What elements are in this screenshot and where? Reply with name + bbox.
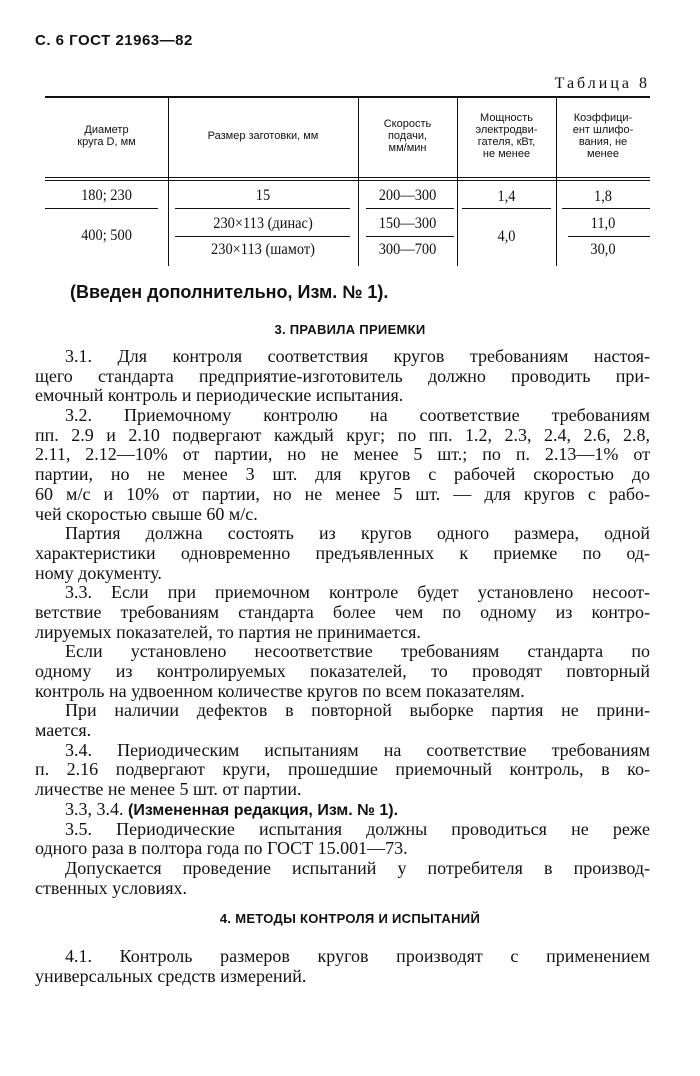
text-line-content: 3.1. Для контроля соответствия кругов требованиям настоя- — [65, 346, 650, 366]
text-line — [35, 859, 650, 879]
text-line — [35, 623, 650, 643]
text-line-content: лируемых показателей, то партия не принимается. — [35, 621, 421, 642]
header-line: менее — [587, 148, 619, 160]
header-line: электродви- — [475, 124, 538, 136]
header-line: Мощность — [480, 112, 533, 124]
row-rule — [45, 208, 158, 209]
text-line — [35, 445, 650, 465]
header-line: круга D, мм — [77, 136, 136, 148]
header-line: Диаметр — [84, 124, 129, 136]
col-divider — [168, 98, 169, 266]
row-rule — [366, 208, 454, 209]
text-line-content: одному из контролируемых показателей, то проводят повторный — [35, 661, 650, 681]
text-line — [35, 800, 650, 820]
row-rule — [175, 236, 350, 237]
section-4-body — [35, 947, 650, 986]
text-line-content: личестве не менее 5 шт. от партии. — [35, 779, 302, 800]
text-line-content: емочный контроль и периодические испытания. — [35, 385, 404, 406]
header-line: не менее — [482, 148, 531, 160]
text-line-content: При наличии дефектов в повторной выборке партия не прини- — [65, 700, 650, 721]
text-line — [35, 347, 650, 367]
header-line: вания, не — [578, 136, 628, 148]
text-line-content: мается. — [35, 720, 92, 741]
cell-diameter: 400; 500 — [81, 227, 132, 244]
text-line-content: чей скоростью свыше 60 м/с. — [35, 503, 258, 524]
text-line — [35, 485, 650, 505]
table-caption: Таблица 8 — [554, 75, 650, 92]
header-line: Коэффици- — [573, 112, 633, 124]
cell-power: 1,4 — [497, 188, 516, 205]
text-line-content: 3.3, 3.4. — [65, 798, 128, 819]
text-line — [35, 505, 650, 525]
cell-size: 15 — [255, 187, 271, 204]
text-line-content: ному документу. — [35, 562, 162, 583]
text-line — [35, 406, 650, 426]
amendment-note: (Измененная редакция, Изм. № 1). — [128, 801, 399, 819]
text-line — [35, 603, 650, 623]
header-line: гателя, кВт, — [477, 136, 536, 148]
text-line-content: 3.2. Приемочному контролю на соответствие требованиям — [65, 405, 650, 426]
text-line — [35, 426, 650, 446]
text-line — [35, 642, 650, 662]
text-line-content: 2.11, 2.12—10% от партии, но не менее 5 шт.; по п. 2.13—1% от — [35, 444, 650, 465]
cell-coef: 30,0 — [590, 241, 616, 258]
row-rule — [568, 236, 650, 237]
section-3-heading: 3. ПРАВИЛА ПРИЕМКИ — [274, 322, 426, 337]
text-line-content: пп. 2.9 и 2.10 подвергают каждый круг; по пп. 1.2, 2.3, 2.4, 2.6, 2.8, — [35, 424, 650, 445]
header-rule-2 — [45, 180, 650, 181]
text-line — [35, 879, 650, 899]
row-rule — [366, 236, 454, 237]
text-line — [35, 947, 650, 967]
section-4-heading: 4. МЕТОДЫ КОНТРОЛЯ И ИСПЫТАНИЙ — [219, 911, 481, 926]
text-line-content: щего стандарта предприятие-изготовитель должно проводить при- — [35, 365, 650, 386]
col-header-power — [457, 112, 556, 160]
text-line-content: 4.1. Контроль размеров кругов производят с применением — [65, 946, 650, 966]
text-line-content: ственных условиях. — [35, 877, 187, 898]
text-line-content: Партия должна состоять из кругов одного размера, одной — [65, 523, 650, 544]
cell-speed: 200—300 — [378, 187, 437, 204]
text-line-content: 3.3. Если при приемочном контроле будет установлено несоот- — [65, 582, 650, 603]
col-header-size — [168, 130, 358, 142]
row-rule — [462, 208, 551, 209]
text-line-content: Если установлено несоответствие требованиям стандарта по — [65, 641, 650, 662]
header-line: подачи, — [387, 130, 428, 142]
cell-size: 230×113 (шамот) — [211, 241, 315, 258]
row-rule — [562, 208, 650, 209]
text-line-content: ветствие требованиям стандарта более чем по одному из контро- — [35, 601, 650, 622]
section-3-body — [35, 347, 650, 898]
text-line-content: 3.5. Периодические испытания должны проводиться не реже — [65, 818, 650, 839]
header-line: Размер заготовки, мм — [207, 130, 319, 142]
col-header-coef — [556, 112, 650, 160]
text-line-content: партии, но не менее 3 шт. для кругов с рабочей скоростью до — [35, 464, 650, 485]
text-line — [35, 386, 650, 406]
table-amendment-note: (Введен дополнительно, Изм. № 1). — [70, 282, 389, 302]
cell-size: 230×113 (динас) — [213, 215, 313, 232]
text-line — [35, 701, 650, 721]
text-line-content: универсальных средств измерений. — [35, 965, 307, 986]
text-line — [35, 741, 650, 761]
text-line-content: контроль на удвоенном количестве кругов по всем показателям. — [35, 680, 525, 701]
text-line — [35, 524, 650, 544]
text-line-content: Допускается проведение испытаний у потребителя в производ- — [65, 857, 650, 878]
text-line — [35, 367, 650, 387]
text-line — [35, 967, 650, 987]
text-line — [35, 780, 650, 800]
cell-coef: 11,0 — [590, 215, 616, 232]
text-line-content: 60 м/с и 10% от партии, но не менее 5 шт. — для кругов с рабо- — [35, 483, 650, 504]
header-line: Скорость — [383, 118, 432, 130]
text-line-content: 3.4. Периодическим испытаниям на соответствие требованиям — [65, 739, 650, 760]
text-line — [35, 544, 650, 564]
text-line — [35, 662, 650, 682]
text-line — [35, 721, 650, 741]
col-header-speed — [358, 118, 457, 154]
text-line — [35, 465, 650, 485]
col-header-diameter — [45, 124, 168, 148]
cell-speed: 300—700 — [378, 241, 437, 258]
cell-diameter: 180; 230 — [81, 187, 132, 204]
text-line — [35, 760, 650, 780]
text-line-content: одного раза в полтора года по ГОСТ 15.001—73. — [35, 838, 408, 859]
text-line — [35, 820, 650, 840]
cell-speed: 150—300 — [378, 215, 437, 232]
text-line-content: п. 2.16 подвергают круги, прошедшие приемочный контроль, в ко- — [35, 759, 650, 780]
text-line — [35, 583, 650, 603]
header-line: ент шлифо- — [572, 124, 634, 136]
header-rule — [45, 177, 650, 178]
text-line-content: характеристики одновременно предъявленных к приемке по од- — [35, 542, 650, 563]
page-header: С. 6 ГОСТ 21963—82 — [35, 32, 193, 49]
text-line — [35, 564, 650, 584]
cell-coef: 1,8 — [594, 188, 612, 205]
header-line: мм/мин — [388, 142, 427, 154]
text-line — [35, 682, 650, 702]
table-top-rule — [45, 96, 650, 98]
row-rule — [175, 208, 350, 209]
cell-power: 4,0 — [497, 228, 516, 245]
text-line — [35, 839, 650, 859]
